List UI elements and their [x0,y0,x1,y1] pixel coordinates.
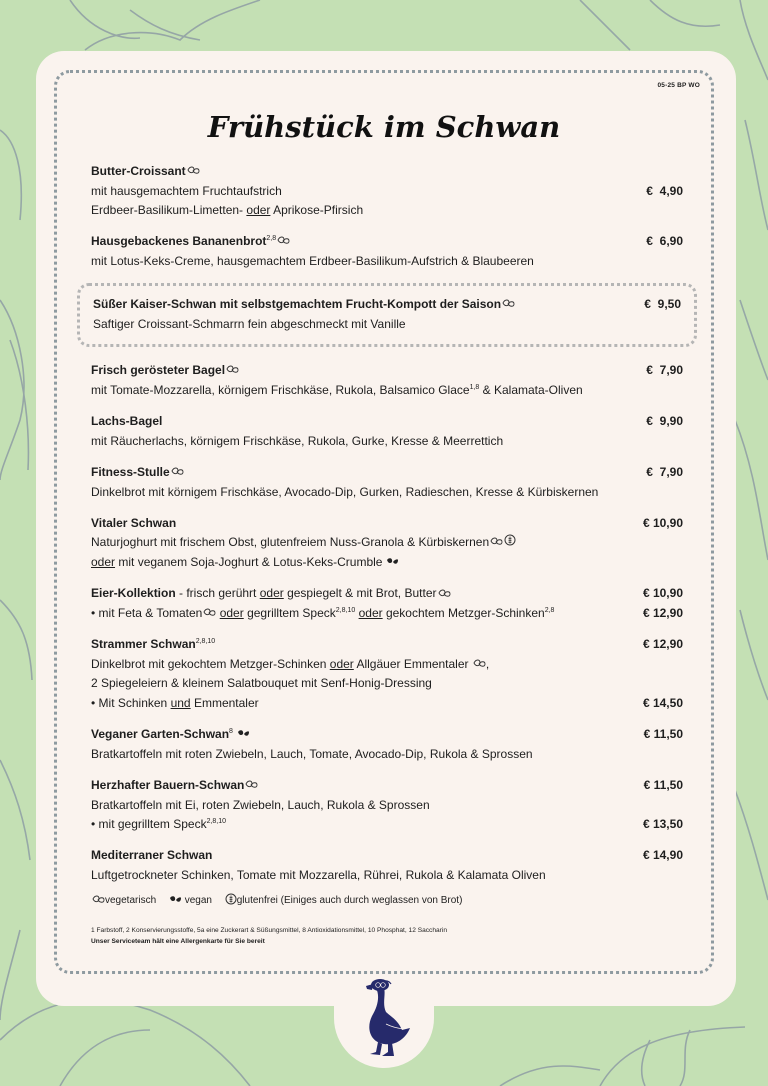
menu-item-veganer-garten-schwan [91,725,683,764]
item-price: € 6,90 [646,234,683,249]
vegetarian-icon [203,604,216,623]
item-description: - frisch gerührt [175,586,260,601]
item-description: Erdbeer-Basilikum-Limetten- [91,202,247,217]
menu-item-vitaler-schwan [91,514,683,572]
item-name: Fitness-Stulle [91,464,170,479]
menu-item-kaiser-schwan-highlight [77,283,697,347]
item-price: € 11,50 [643,778,683,793]
item-description: mit hausgemachtem Fruchtaufstrich [91,183,282,198]
and-text: und [170,695,191,710]
item-description: Allgäuer Emmentaler [353,656,472,671]
item-price: € 11,50 [643,727,683,742]
item-price: € 7,90 [646,464,683,479]
menu-item-eier-kollektion [91,584,683,623]
or-text: oder [219,605,244,620]
item-price: € 9,90 [646,414,683,429]
item-price: € 12,90 [642,637,683,652]
item-price: € 9,50 [644,297,681,312]
item-name: Lachs-Bagel [91,414,163,429]
item-description: Saftiger Croissant-Schmarrn fein abgeschmeckt mit Vanille [93,316,406,331]
item-description: & Kalamata-Oliven [479,382,583,397]
or-text: oder [91,554,116,569]
vegetarian-icon [92,895,105,907]
vegetarian-icon [502,295,515,314]
item-description: mit Räucherlachs, körnigem Frischkäse, Rukola, Gurke, Kresse & Meerrettich [91,433,504,448]
swan-logo [358,976,412,1058]
vegetarian-icon [473,655,486,674]
item-option: Emmentaler [190,695,259,710]
item-option-price: € 14,50 [642,695,683,710]
item-option: gekochtem Metzger-Schinken [382,605,545,620]
item-option: gegrilltem Speck [243,605,336,620]
item-name: Vitaler Schwan [91,515,177,530]
item-name: Süßer Kaiser-Schwan mit selbstgemachtem Frucht-Kompott der Saison [93,297,502,312]
item-description: Naturjoghurt mit frischem Obst, glutenfreiem Nuss-Granola & Kürbiskernen [91,535,490,550]
diet-legend [91,893,462,908]
item-description: , [485,656,490,671]
menu-item-fitness-stulle [91,463,683,502]
legend-vegan: vegan [184,895,212,906]
page-title: Frühstück im Schwan [207,110,561,144]
glutenfree-icon [504,533,516,552]
item-description: 2 Spiegeleiern & kleinem Salatbouquet mit Senf-Honig-Dressing [91,676,432,691]
footnotes [91,925,447,947]
additives-note: 1 Farbstoff, 2 Konservierungsstoffe, 5a eine Zuckerart & Süßungsmittel, 8 Antioxidationsmittel, 10 Phosphat, 12 Saccharin [91,927,448,934]
item-price: € 4,90 [646,183,683,198]
item-description: Bratkartoffeln mit Ei, roten Zwiebeln, Lauch, Rukola & Sprossen [91,797,430,812]
or-text: oder [246,202,271,217]
menu-item-lachs-bagel [91,412,683,451]
allergen-sup: 8 [229,728,233,736]
or-text: oder [329,656,354,671]
allergen-sup: 2,8 [266,235,277,243]
item-name: Herzhafter Bauern-Schwan [91,778,245,793]
item-option-price: € 12,90 [642,605,683,620]
menu-item-strammer-schwan [91,635,683,713]
item-description: Dinkelbrot mit körnigem Frischkäse, Avocado-Dip, Gurken, Radieschen, Kresse & Kürbiskernen [91,484,599,499]
item-name: Strammer Schwan [91,637,196,652]
vegetarian-icon [187,162,200,181]
item-description: mit Lotus-Keks-Creme, hausgemachtem Erdbeer-Basilikum-Aufstrich & Blaubeeren [91,253,534,268]
vegan-icon [386,553,399,572]
menu-list [91,162,683,897]
allergen-sup: 2,8,10 [206,818,227,826]
item-description: Aprikose-Pfirsich [270,202,364,217]
menu-item-mediterraner-schwan [91,846,683,885]
vegetarian-icon [438,585,451,604]
menu-item-herzhafter-bauern-schwan [91,776,683,834]
item-name: Frisch gerösteter Bagel [91,363,226,378]
vegan-icon [169,895,182,907]
allergen-sup: 1,8 [469,383,480,391]
vegetarian-icon [277,232,290,251]
vegetarian-icon [226,361,239,380]
legend-glutenfree: glutenfrei (Einiges auch durch weglassen von Brot) [236,895,463,906]
item-description: mit Tomate-Mozzarella, körnigem Frischkäse, Rukola, Balsamico Glace [91,382,470,397]
menu-code: 05-25 BP WO [657,82,700,89]
vegan-icon [237,725,250,744]
item-price: € 14,90 [642,848,683,863]
vegetarian-icon [490,533,503,552]
or-text: oder [259,586,284,601]
item-name: Veganer Garten-Schwan [91,727,230,742]
item-price: € 7,90 [646,363,683,378]
item-name: Hausgebackenes Bananenbrot [91,234,267,249]
legend-vegetarian: vegetarisch [105,895,157,906]
item-name: Eier-Kollektion [91,586,176,601]
item-description: gespiegelt & mit Brot, Butter [283,586,437,601]
item-price: € 10,90 [642,586,683,601]
item-option: • Mit Schinken [91,695,171,710]
allergen-sup: 2,8 [544,606,555,614]
allergen-sup: 2,8,10 [335,606,356,614]
or-text: oder [358,605,383,620]
allergen-sup: 2,8,10 [195,638,216,646]
item-option-price: € 13,50 [642,817,683,832]
menu-item-butter-croissant [91,162,683,220]
vegetarian-icon [245,776,258,795]
item-description: Bratkartoffeln mit roten Zwiebeln, Lauch, Tomate, Avocado-Dip, Rukola & Sprossen [91,746,533,761]
item-option: • mit Feta & Tomaten [91,605,203,620]
vegetarian-icon [171,463,184,482]
item-name: Butter-Croissant [91,164,186,178]
item-name: Mediterraner Schwan [91,848,213,863]
item-description: Dinkelbrot mit gekochtem Metzger-Schinken [91,656,330,671]
item-option: • mit gegrilltem Speck [91,817,207,832]
menu-item-bananenbrot [91,232,683,271]
item-price: € 10,90 [642,515,683,530]
item-description: mit veganem Soja-Joghurt & Lotus-Keks-Crumble [115,554,383,569]
glutenfree-icon [225,893,237,908]
menu-item-bagel [91,361,683,400]
item-description: Luftgetrockneter Schinken, Tomate mit Mozzarella, Rührei, Rukola & Kalamata Oliven [91,867,546,882]
allergen-note: Unser Serviceteam hält eine Allergenkarte für Sie bereit [91,938,265,945]
